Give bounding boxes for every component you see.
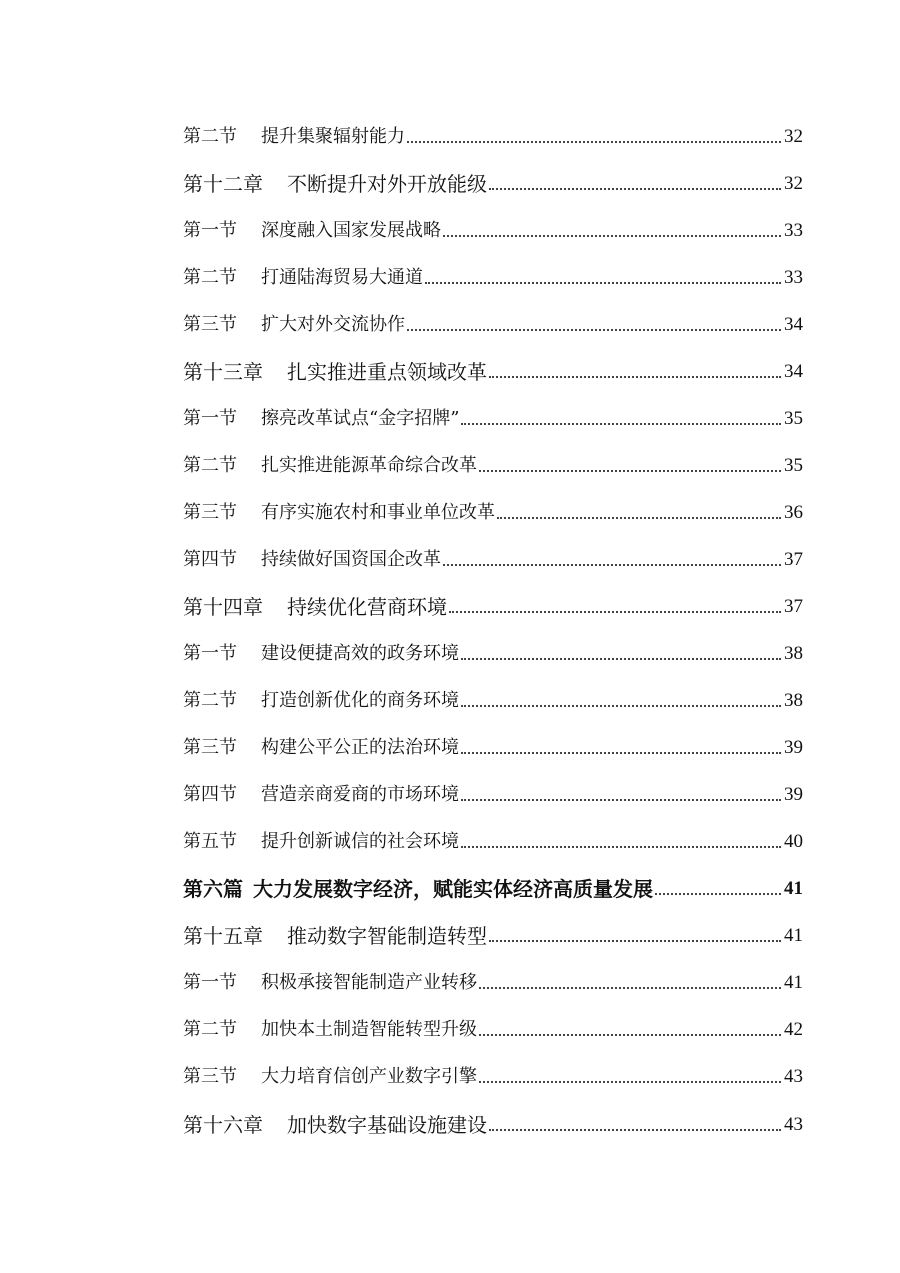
toc-title: 持续优化营商环境 xyxy=(287,595,447,619)
toc-page-number: 33 xyxy=(784,267,803,288)
dot-leader xyxy=(479,1081,781,1083)
toc-page-number: 32 xyxy=(784,126,803,147)
toc-entry[interactable] xyxy=(183,586,803,618)
dot-leader xyxy=(461,658,781,660)
toc-page-number: 40 xyxy=(784,831,803,852)
dot-leader xyxy=(449,611,781,613)
toc-entry[interactable] xyxy=(183,821,803,853)
toc-page-number: 32 xyxy=(784,173,803,194)
toc-title: 加快数字基础设施建设 xyxy=(287,1113,487,1137)
toc-page-number: 41 xyxy=(784,878,803,899)
toc-label: 第一节 xyxy=(183,220,237,241)
toc-label: 第十四章 xyxy=(183,595,263,619)
toc-title: 扎实推进能源革命综合改革 xyxy=(261,455,477,476)
dot-leader xyxy=(443,564,781,566)
toc-title: 大力培育信创产业数字引擎 xyxy=(261,1066,477,1087)
toc-page-number: 37 xyxy=(784,596,803,617)
toc-entry[interactable] xyxy=(183,116,803,148)
toc-page-number: 42 xyxy=(784,1019,803,1040)
toc-title: 积极承接智能制造产业转移 xyxy=(261,972,477,993)
toc-entry[interactable] xyxy=(183,868,803,900)
toc-label: 第十五章 xyxy=(183,924,263,948)
toc-title: 扎实推进重点领域改革 xyxy=(287,360,487,384)
toc-entry[interactable] xyxy=(183,1056,803,1088)
toc-title: 构建公平公正的法治环境 xyxy=(261,737,459,758)
toc-title: 加快本土制造智能转型升级 xyxy=(261,1019,477,1040)
dot-leader xyxy=(489,1129,781,1131)
toc-entry[interactable] xyxy=(183,680,803,712)
dot-leader xyxy=(443,235,781,237)
toc-entry[interactable] xyxy=(183,633,803,665)
toc-entry[interactable] xyxy=(183,1104,803,1136)
toc-label: 第十三章 xyxy=(183,360,263,384)
dot-leader xyxy=(489,188,781,190)
toc-title: 建设便捷高效的政务环境 xyxy=(261,643,459,664)
toc-page-number: 34 xyxy=(784,361,803,382)
toc-page-number: 33 xyxy=(784,220,803,241)
dot-leader xyxy=(461,423,781,425)
toc-entry[interactable] xyxy=(183,962,803,994)
toc-entry[interactable] xyxy=(183,351,803,383)
toc-label: 第十六章 xyxy=(183,1113,263,1137)
dot-leader xyxy=(479,1034,781,1036)
toc-label: 第三节 xyxy=(183,502,237,523)
toc-entry[interactable] xyxy=(183,727,803,759)
dot-leader xyxy=(407,329,781,331)
toc-label: 第二节 xyxy=(183,267,237,288)
toc-title: 扩大对外交流协作 xyxy=(261,314,405,335)
dot-leader xyxy=(479,987,781,989)
toc-page-number: 41 xyxy=(784,972,803,993)
toc-entry[interactable] xyxy=(183,163,803,195)
dot-leader xyxy=(461,799,781,801)
toc-page-number: 43 xyxy=(784,1066,803,1087)
toc-entry[interactable] xyxy=(183,1009,803,1041)
dot-leader xyxy=(497,517,781,519)
toc-label: 第四节 xyxy=(183,549,237,570)
toc-label: 第二节 xyxy=(183,690,237,711)
toc-page-number: 35 xyxy=(784,455,803,476)
toc-label: 第一节 xyxy=(183,408,237,429)
toc-label: 第六篇 xyxy=(183,877,243,901)
toc-entry[interactable] xyxy=(183,445,803,477)
dot-leader xyxy=(655,893,781,895)
toc-entry[interactable] xyxy=(183,539,803,571)
toc-title: 有序实施农村和事业单位改革 xyxy=(261,502,495,523)
dot-leader xyxy=(489,940,781,942)
toc-label: 第一节 xyxy=(183,972,237,993)
dot-leader xyxy=(461,846,781,848)
toc-label: 第三节 xyxy=(183,737,237,758)
toc-label: 第三节 xyxy=(183,1066,237,1087)
dot-leader xyxy=(461,752,781,754)
toc-label: 第二节 xyxy=(183,126,237,147)
dot-leader xyxy=(461,705,781,707)
toc-page-number: 39 xyxy=(784,737,803,758)
toc-title: 擦亮改革试点“金字招牌” xyxy=(261,408,460,429)
toc-title: 提升集聚辐射能力 xyxy=(261,126,405,147)
toc-title: 持续做好国资国企改革 xyxy=(261,549,441,570)
toc-label: 第二节 xyxy=(183,1019,237,1040)
toc-title: 打通陆海贸易大通道 xyxy=(261,267,423,288)
toc-page-number: 39 xyxy=(784,784,803,805)
toc-entry[interactable] xyxy=(183,774,803,806)
toc-page-number: 43 xyxy=(784,1114,803,1135)
toc-label: 第一节 xyxy=(183,643,237,664)
toc-page-number: 36 xyxy=(784,502,803,523)
toc-title: 大力发展数字经济，赋能实体经济高质量发展 xyxy=(253,877,653,901)
toc-page-number: 34 xyxy=(784,314,803,335)
toc-page-number: 35 xyxy=(784,408,803,429)
toc-label: 第四节 xyxy=(183,784,237,805)
toc-label: 第十二章 xyxy=(183,172,263,196)
toc-entry[interactable] xyxy=(183,915,803,947)
toc-title: 提升创新诚信的社会环境 xyxy=(261,831,459,852)
toc-label: 第三节 xyxy=(183,314,237,335)
toc-page-number: 38 xyxy=(784,690,803,711)
toc-label: 第二节 xyxy=(183,455,237,476)
dot-leader xyxy=(407,141,781,143)
toc-title: 打造创新优化的商务环境 xyxy=(261,690,459,711)
toc-entry[interactable] xyxy=(183,492,803,524)
toc-page-number: 41 xyxy=(784,925,803,946)
toc-page-number: 37 xyxy=(784,549,803,570)
dot-leader xyxy=(489,376,781,378)
toc-title: 推动数字智能制造转型 xyxy=(287,924,487,948)
toc-entry[interactable] xyxy=(183,304,803,336)
toc-title: 营造亲商爱商的市场环境 xyxy=(261,784,459,805)
toc-entry[interactable] xyxy=(183,210,803,242)
dot-leader xyxy=(479,470,781,472)
toc-title: 深度融入国家发展战略 xyxy=(261,220,441,241)
toc-entry[interactable] xyxy=(183,398,803,430)
toc-label: 第五节 xyxy=(183,831,237,852)
toc-entry[interactable] xyxy=(183,257,803,289)
toc-title: 不断提升对外开放能级 xyxy=(287,172,487,196)
dot-leader xyxy=(425,282,781,284)
toc-page-number: 38 xyxy=(784,643,803,664)
